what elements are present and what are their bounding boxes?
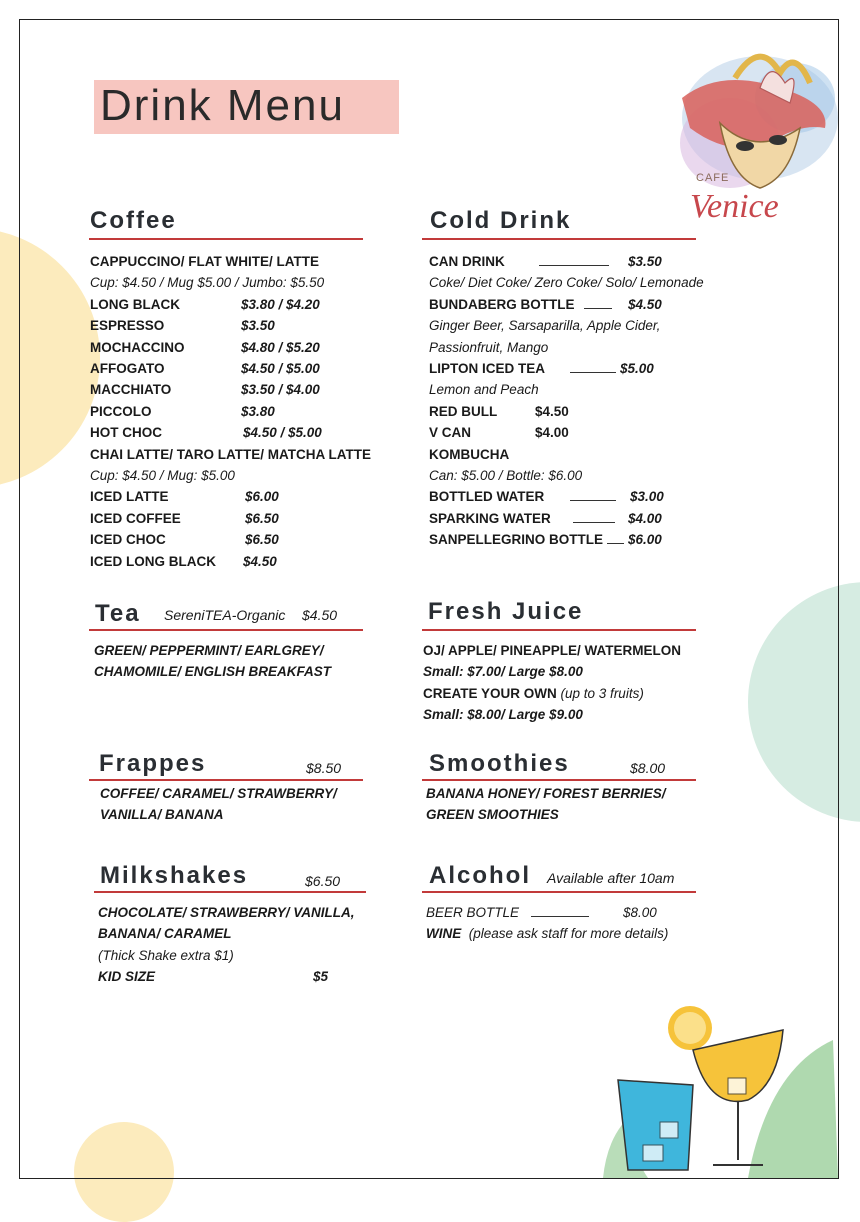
cold-item-name: LIPTON ICED TEA xyxy=(429,361,546,377)
tea-line: GREEN/ PEPPERMINT/ EARLGREY/ xyxy=(94,643,324,658)
coffee-note: Cup: $4.50 / Mug: $5.00 xyxy=(90,468,235,484)
cold-item xyxy=(429,508,729,529)
milkshakes-price: $6.50 xyxy=(305,873,341,889)
coffee-item xyxy=(90,315,410,336)
coffee-item-price: $4.50 xyxy=(243,553,277,569)
coffee-heading: Coffee xyxy=(90,207,177,234)
frappes-line: COFFEE/ CARAMEL/ STRAWBERRY/ xyxy=(100,786,337,801)
frappes-list xyxy=(100,783,337,826)
smoothies-heading: Smoothies xyxy=(429,750,570,777)
coffee-item-name: ICED LATTE xyxy=(90,489,169,505)
tea-list xyxy=(94,640,331,683)
cold-item-name: CAN DRINK xyxy=(429,254,505,269)
leader-line xyxy=(539,255,609,266)
cold-item-price: $4.50 xyxy=(535,403,569,419)
fresh-juice-rule xyxy=(422,629,696,631)
frappes-price: $8.50 xyxy=(306,760,342,776)
alcohol-list xyxy=(426,902,706,945)
coffee-item: CHAI LATTE/ TARO LATTE/ MATCHA LATTE xyxy=(90,446,371,462)
frappes-rule xyxy=(89,779,363,781)
fresh-juice-heading: Fresh Juice xyxy=(428,598,584,625)
leader-line xyxy=(584,298,612,309)
milkshakes-heading: Milkshakes xyxy=(100,862,249,889)
smoothies-price: $8.00 xyxy=(630,760,666,776)
beer-price: $8.00 xyxy=(623,905,657,920)
cold-drink-rule xyxy=(422,238,696,240)
cold-item-price: $6.00 xyxy=(628,532,662,548)
cold-item: KOMBUCHA xyxy=(429,446,510,462)
coffee-item-price: $6.50 xyxy=(245,532,279,548)
cold-item xyxy=(429,294,729,315)
cold-item xyxy=(429,422,729,443)
kid-size-price: $5 xyxy=(313,969,329,985)
cold-item-name: BOTTLED WATER xyxy=(429,489,545,505)
cold-drink-list xyxy=(429,251,729,551)
alcohol-heading: Alcohol xyxy=(429,862,531,889)
coffee-item-name: PICCOLO xyxy=(90,403,152,419)
milkshakes-rule xyxy=(94,891,366,893)
coffee-item-name: MACCHIATO xyxy=(90,382,172,398)
coffee-item-name: ICED LONG BLACK xyxy=(90,553,216,569)
coffee-item xyxy=(90,529,410,550)
milkshakes-kid-row xyxy=(98,966,348,987)
kid-size-label: KID SIZE xyxy=(98,969,156,985)
juice-line: Small: $7.00/ Large $8.00 xyxy=(423,664,583,680)
smoothies-rule xyxy=(422,779,696,781)
wine-label: WINE xyxy=(426,926,462,942)
wine-note: (please ask staff for more details) xyxy=(468,926,669,942)
alcohol-subtitle: Available after 10am xyxy=(547,870,675,886)
coffee-item-price: $3.80 / $4.20 xyxy=(241,296,320,312)
coffee-item-price: $4.50 / $5.00 xyxy=(241,361,320,377)
logo-small-text: CAFE xyxy=(696,172,730,184)
cold-item-price: $3.50 xyxy=(628,254,662,269)
milkshakes-line: CHOCOLATE/ STRAWBERRY/ VANILLA, xyxy=(98,905,355,920)
coffee-item xyxy=(90,379,410,400)
beer-row xyxy=(426,902,706,923)
leader-line xyxy=(570,362,616,373)
coffee-item xyxy=(90,508,410,529)
coffee-item-price: $3.80 xyxy=(241,403,275,419)
tea-subtitle: SereniTEA-Organic xyxy=(164,607,286,623)
milkshakes-line: BANANA/ CARAMEL xyxy=(98,926,232,942)
coffee-item xyxy=(90,358,410,379)
leader-line xyxy=(570,490,616,501)
logo-name-text: Venice xyxy=(690,188,779,225)
cold-item-price: $5.00 xyxy=(620,361,654,377)
smoothies-list xyxy=(426,783,666,826)
coffee-item-price: $6.50 xyxy=(245,510,279,526)
cold-item xyxy=(429,529,729,550)
coffee-item-price: $6.00 xyxy=(245,489,279,505)
cold-note: Can: $5.00 / Bottle: $6.00 xyxy=(429,468,583,484)
coffee-item xyxy=(90,294,410,315)
coffee-list xyxy=(90,251,410,572)
coffee-item-price: $4.50 / $5.00 xyxy=(243,425,322,441)
smoothies-line: GREEN SMOOTHIES xyxy=(426,807,559,823)
coffee-item: CAPPUCCINO/ FLAT WHITE/ LATTE xyxy=(90,254,319,269)
juice-create-label: CREATE YOUR OWN xyxy=(423,685,557,701)
tea-line: CHAMOMILE/ ENGLISH BREAKFAST xyxy=(94,664,332,680)
alcohol-rule xyxy=(422,891,696,893)
coffee-item-name: MOCHACCINO xyxy=(90,339,185,355)
coffee-item-name: HOT CHOC xyxy=(90,425,162,441)
coffee-item-name: AFFOGATO xyxy=(90,361,165,377)
coffee-item xyxy=(90,422,410,443)
cold-note: Ginger Beer, Sarsaparilla, Apple Cider, xyxy=(429,318,661,334)
cold-item xyxy=(429,486,729,507)
leader-line xyxy=(573,512,615,523)
juice-create-note: (up to 3 fruits) xyxy=(560,685,644,701)
cold-item-price: $4.00 xyxy=(535,425,569,441)
coffee-item xyxy=(90,486,410,507)
coffee-item xyxy=(90,337,410,358)
cold-item-name: RED BULL xyxy=(429,403,498,419)
coffee-item xyxy=(90,551,410,572)
coffee-item-name: LONG BLACK xyxy=(90,296,180,312)
coffee-rule xyxy=(89,238,363,240)
cold-item-name: V CAN xyxy=(429,425,472,441)
coffee-item-price: $3.50 xyxy=(241,318,275,334)
tea-rule xyxy=(89,629,363,631)
cold-drink-heading: Cold Drink xyxy=(430,207,572,234)
cold-item-price: $4.00 xyxy=(628,510,662,526)
coffee-item xyxy=(90,401,410,422)
juice-line xyxy=(423,683,681,704)
cold-item-price: $3.00 xyxy=(630,489,664,505)
milkshakes-line: (Thick Shake extra $1) xyxy=(98,947,234,963)
cold-note: Lemon and Peach xyxy=(429,382,539,398)
fresh-juice-list xyxy=(423,640,681,726)
cold-item xyxy=(429,251,729,272)
cold-item-name: SANPELLEGRINO BOTTLE xyxy=(429,532,604,548)
frappes-heading: Frappes xyxy=(99,750,207,777)
coffee-item-price: $4.80 / $5.20 xyxy=(241,339,320,355)
cold-item-name: SPARKING WATER xyxy=(429,510,551,526)
coffee-item-price: $3.50 / $4.00 xyxy=(241,382,320,398)
leader-line xyxy=(531,906,589,917)
leader-line xyxy=(607,533,624,544)
cold-item-name: BUNDABERG BOTTLE xyxy=(429,296,575,312)
cold-item-price: $4.50 xyxy=(628,296,662,312)
cold-item xyxy=(429,401,729,422)
tea-price: $4.50 xyxy=(302,607,338,623)
smoothies-line: BANANA HONEY/ FOREST BERRIES/ xyxy=(426,786,666,801)
juice-line: Small: $8.00/ Large $9.00 xyxy=(423,707,583,723)
cafe-venice-logo xyxy=(660,28,850,233)
wine-row xyxy=(426,923,706,944)
cold-note: Passionfruit, Mango xyxy=(429,339,549,355)
milkshakes-list xyxy=(98,902,355,988)
coffee-item-name: ICED COFFEE xyxy=(90,510,181,526)
coffee-item-name: ICED CHOC xyxy=(90,532,166,548)
beer-label: BEER BOTTLE xyxy=(426,905,520,920)
coffee-note: Cup: $4.50 / Mug $5.00 / Jumbo: $5.50 xyxy=(90,275,325,291)
coffee-item-name: ESPRESSO xyxy=(90,318,165,334)
cold-item xyxy=(429,358,729,379)
drinks-illustration xyxy=(598,990,838,1178)
frappes-line: VANILLA/ BANANA xyxy=(100,807,224,823)
tea-heading: Tea xyxy=(95,600,141,627)
page-title: Drink Menu xyxy=(100,81,345,130)
cold-note: Coke/ Diet Coke/ Zero Coke/ Solo/ Lemonade xyxy=(429,275,704,291)
juice-line: OJ/ APPLE/ PINEAPPLE/ WATERMELON xyxy=(423,643,682,658)
